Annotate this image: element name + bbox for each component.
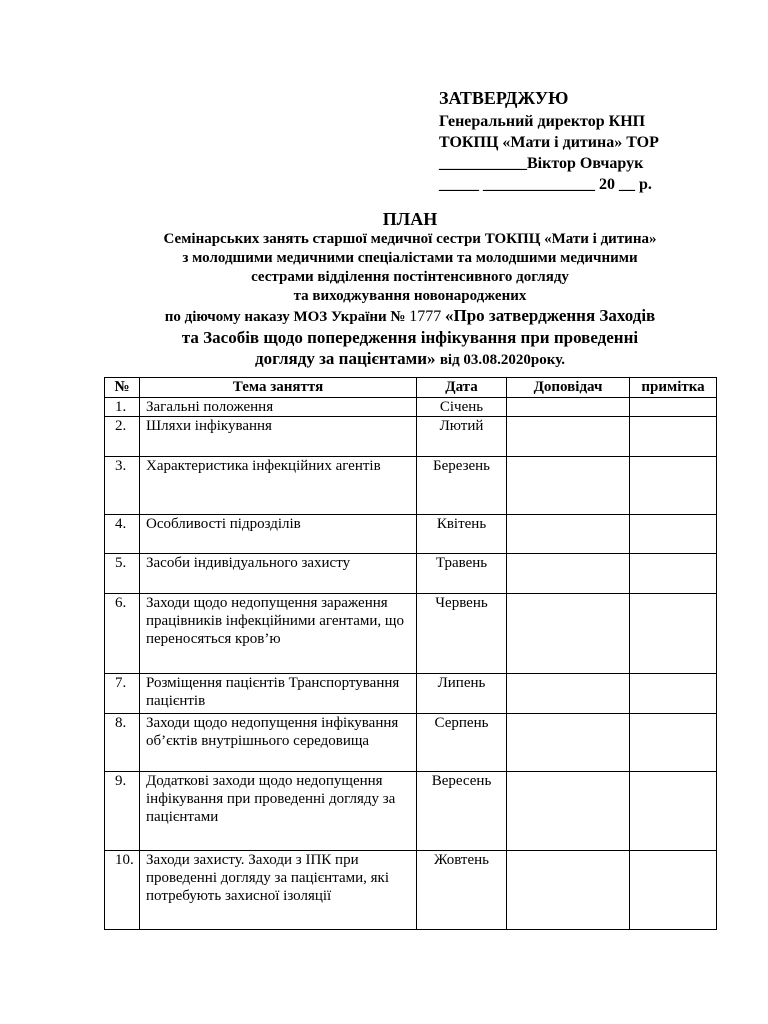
approval-line-position: Генеральний директор КНП — [439, 113, 646, 130]
table-row — [105, 772, 717, 851]
row-speaker — [507, 851, 630, 930]
document-title: ПЛАН — [382, 209, 438, 229]
row-note — [630, 594, 717, 674]
table-row — [105, 398, 717, 417]
row-topic: Заходи щодо недопущення інфікування об’єктів внутрішнього середовища — [140, 714, 417, 772]
table-row — [105, 554, 717, 594]
seminar-schedule-table — [104, 377, 717, 930]
row-speaker — [507, 457, 630, 515]
row-date: Лютий — [417, 417, 507, 457]
row-number: 8. — [105, 714, 140, 772]
row-date: Квітень — [417, 515, 507, 554]
row-speaker — [507, 674, 630, 714]
row-speaker — [507, 594, 630, 674]
row-speaker — [507, 714, 630, 772]
row-note — [630, 674, 717, 714]
table-row — [105, 457, 717, 515]
header-number: № — [105, 378, 140, 398]
row-date: Травень — [417, 554, 507, 594]
header-date: Дата — [417, 378, 507, 398]
title-line-4: та виходжування новонароджених — [293, 288, 527, 304]
table-header-row — [105, 378, 717, 398]
row-topic: Засоби індивідуального захисту — [140, 554, 417, 594]
row-number: 9. — [105, 772, 140, 851]
table-row — [105, 714, 717, 772]
title-line-2: з молодшими медичними спеціалістами та молодшими медичними — [182, 250, 638, 266]
header-speaker: Доповідач — [507, 378, 630, 398]
row-note — [630, 714, 717, 772]
row-number: 1. — [105, 398, 140, 417]
row-topic: Характеристика інфекційних агентів — [140, 457, 417, 515]
table-row — [105, 674, 717, 714]
order-title-end: догляду за пацієнтами» — [255, 349, 436, 368]
header-note: примітка — [630, 378, 717, 398]
row-number: 7. — [105, 674, 140, 714]
row-speaker — [507, 772, 630, 851]
approval-line-date: _____ ______________ 20 __ р. — [439, 176, 652, 193]
table-row — [105, 417, 717, 457]
row-topic: Заходи щодо недопущення зараження працівників інфекційними агентами, що переносяться кров’ю — [140, 594, 417, 674]
row-date: Жовтень — [417, 851, 507, 930]
order-line-3 — [100, 348, 720, 371]
row-number: 6. — [105, 594, 140, 674]
row-topic: Загальні положення — [140, 398, 417, 417]
row-speaker — [507, 554, 630, 594]
row-speaker — [507, 417, 630, 457]
header-topic: Тема заняття — [140, 378, 417, 398]
table-row — [105, 851, 717, 930]
row-topic: Шляхи інфікування — [140, 417, 417, 457]
order-line-2: та Засобів щодо попередження інфікування при проведенні — [181, 328, 639, 347]
row-topic: Заходи захисту. Заходи з ІПК при проведенні догляду за пацієнтами, які потребують захисної ізоляції — [140, 851, 417, 930]
row-note — [630, 417, 717, 457]
order-number: 1777 — [409, 308, 442, 325]
row-note — [630, 515, 717, 554]
row-date: Липень — [417, 674, 507, 714]
row-note — [630, 554, 717, 594]
row-number: 10. — [105, 851, 140, 930]
row-note — [630, 772, 717, 851]
title-line-1: Семінарських занять старшої медичної сестри ТОКПЦ «Мати і дитина» — [163, 231, 657, 247]
approval-line-signature: ___________Віктор Овчарук — [439, 155, 644, 172]
order-date: від 03.08.2020року. — [439, 352, 565, 368]
approval-line-organization: ТОКПЦ «Мати і дитина» ТОР — [439, 134, 659, 151]
row-date: Серпень — [417, 714, 507, 772]
row-number: 3. — [105, 457, 140, 515]
title-line-3: сестрами відділення постінтенсивного догляду — [251, 269, 569, 285]
row-number: 2. — [105, 417, 140, 457]
row-number: 4. — [105, 515, 140, 554]
approval-block — [439, 86, 659, 195]
document-title-block — [100, 208, 720, 371]
row-note — [630, 457, 717, 515]
row-date: Березень — [417, 457, 507, 515]
row-speaker — [507, 398, 630, 417]
approval-heading: ЗАТВЕРДЖУЮ — [439, 88, 569, 108]
table-row — [105, 594, 717, 674]
row-note — [630, 398, 717, 417]
row-note — [630, 851, 717, 930]
order-prefix: по діючому наказу МОЗ України № — [164, 309, 406, 325]
row-topic: Розміщення пацієнтів Транспортування пацієнтів — [140, 674, 417, 714]
row-date: Січень — [417, 398, 507, 417]
row-number: 5. — [105, 554, 140, 594]
row-speaker — [507, 515, 630, 554]
order-title-start: «Про затвердження Заходів — [444, 306, 656, 325]
row-topic: Додаткові заходи щодо недопущення інфікування при проведенні догляду за пацієнтами — [140, 772, 417, 851]
row-date: Вересень — [417, 772, 507, 851]
row-topic: Особливості підрозділів — [140, 515, 417, 554]
row-date: Червень — [417, 594, 507, 674]
order-line — [100, 306, 720, 327]
table-row — [105, 515, 717, 554]
